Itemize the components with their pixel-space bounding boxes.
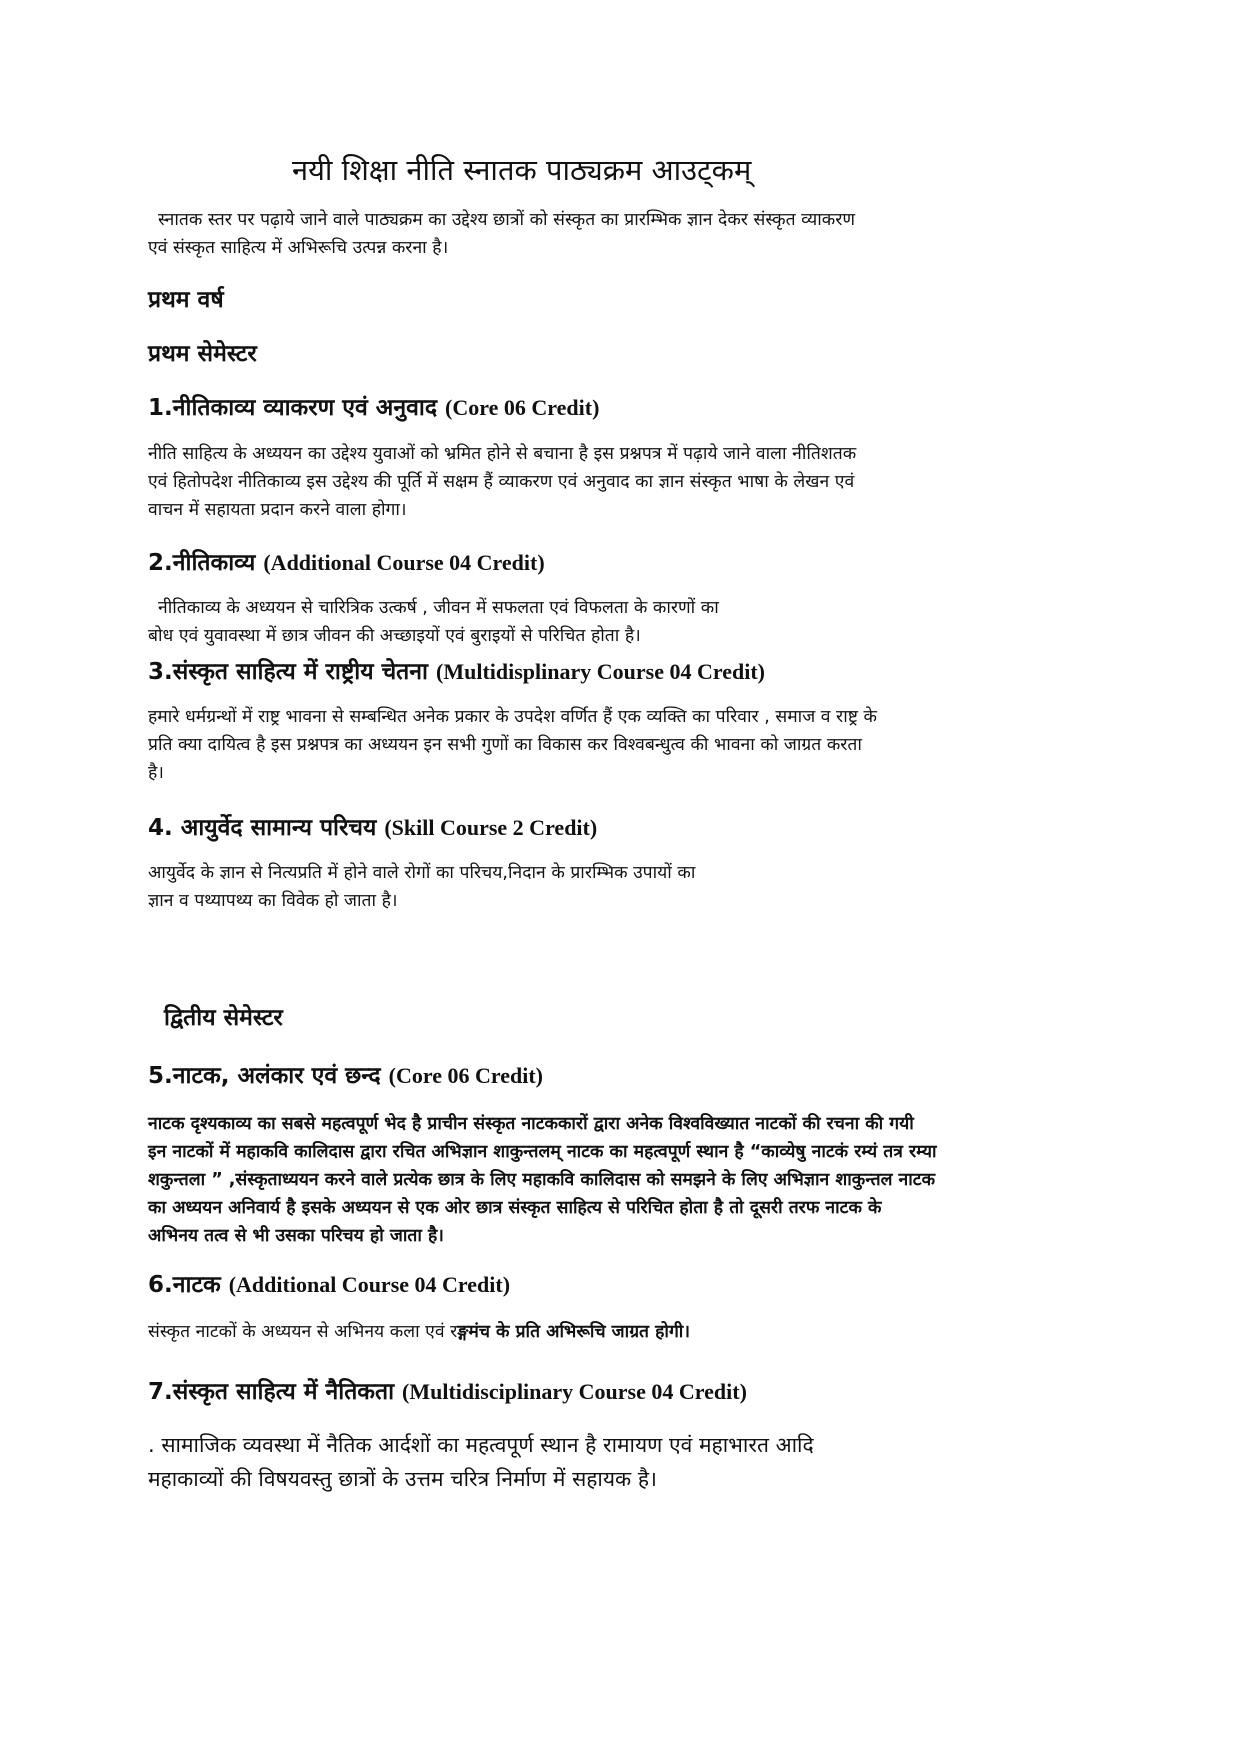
course-4-title: 4. आयुर्वेद सामान्य परिचय — [148, 815, 377, 841]
document-title: नयी शिक्षा नीति स्नातक पाठ्यक्रम आउट्कम् — [292, 153, 752, 187]
course-7-title: 7.संस्कृत साहित्य में नैतिकता — [148, 1379, 395, 1405]
course-4-description — [148, 859, 695, 915]
course-1-line: वाचन में सहायता प्रदान करने वाला होगा। — [148, 500, 407, 520]
course-1-line: एवं हितोपदेश नीतिकाव्य इस उद्देश्य की पूर्ति में सक्षम हैं व्याकरण एवं अनुवाद का ज्ञान संस्कृत भाषा के लेखन एवं — [148, 472, 855, 492]
course-4-heading — [148, 810, 597, 842]
intro-paragraph — [148, 206, 855, 262]
course-3-description — [148, 703, 877, 787]
course-5-description — [148, 1110, 937, 1250]
course-4-line: ज्ञान व पथ्यापथ्य का विवेक हो जाता है। — [148, 891, 398, 911]
course-6-title: 6.नाटक — [148, 1272, 221, 1298]
course-5-line: शकुन्तला ” ,संस्कृताध्ययन करने वाले प्रत्येक छात्र के लिए महाकवि कालिदास को समझने के लिए अभिज्ञान शाकुन्तल नाटक — [148, 1170, 936, 1190]
course-2-line: नीतिकाव्य के अध्ययन से चारित्रिक उत्कर्ष , जीवन में सफलता एवं विफलता के कारणों का — [158, 598, 719, 618]
course-3-line: है। — [148, 763, 164, 783]
course-5-heading — [148, 1058, 543, 1090]
course-5-title: 5.नाटक, अलंकार एवं छन्द — [148, 1063, 381, 1089]
intro-line: स्नातक स्तर पर पढ़ाये जाने वाले पाठ्यक्रम का उद्देश्य छात्रों को संस्कृत का प्रारम्भिक ज्ञान देकर संस्कृत व्याकरण — [158, 210, 856, 230]
course-1-line: नीति साहित्य के अध्ययन का उद्देश्य युवाओं को भ्रमित होने से बचाना है इस प्रश्नपत्र में पढ़ाये जाने वाला नीतिशतक — [148, 444, 857, 464]
course-7-credit: (Multidisciplinary Course 04 Credit) — [402, 1379, 747, 1404]
course-3-line: प्रति क्या दायित्व है इस प्रश्नपत्र का अध्ययन इन सभी गुणों का विकास कर विश्वबन्धुत्व की भावना को जाग्रत करता — [148, 735, 862, 755]
course-3-line: हमारे धर्मग्रन्थों में राष्ट्र भावना से सम्बन्धित अनेक प्रकार के उपदेश वर्णित हैं एक व्यक्ति का परिवार , समाज व राष्ट्र के — [148, 707, 877, 727]
course-1-heading — [148, 390, 599, 422]
course-5-line: अभिनय तत्व से भी उसका परिचय हो जाता है। — [148, 1226, 444, 1246]
course-2-title: 2.नीतिकाव्य — [148, 550, 256, 576]
course-7-description — [148, 1428, 814, 1496]
course-2-line: बोध एवं युवावस्था में छात्र जीवन की अच्छाइयों एवं बुराइयों से परिचित होता है। — [148, 626, 641, 646]
course-3-heading — [148, 654, 765, 686]
course-1-title: 1.नीतिकाव्य व्याकरण एवं अनुवाद — [148, 395, 438, 421]
course-6-description — [148, 1318, 690, 1346]
course-7-line: महाकाव्यों की विषयवस्तु छात्रों के उत्तम चरित्र निर्माण में सहायक है। — [148, 1467, 657, 1491]
course-1-credit: (Core 06 Credit) — [445, 395, 600, 420]
course-4-credit: (Skill Course 2 Credit) — [384, 815, 598, 840]
semester-1-heading: प्रथम सेमेस्टर — [148, 341, 257, 367]
course-2-credit: (Additional Course 04 Credit) — [263, 550, 545, 575]
course-1-description — [148, 440, 856, 524]
intro-line: एवं संस्कृत साहित्य में अभिरूचि उत्पन्न करना है। — [148, 238, 449, 258]
course-4-line: आयुर्वेद के ज्ञान से नित्यप्रति में होने वाले रोगों का परिचय,निदान के प्रारम्भिक उपायों का — [148, 863, 696, 883]
course-2-description — [148, 594, 719, 650]
course-6-credit: (Additional Course 04 Credit) — [228, 1272, 511, 1297]
course-5-line: का अध्ययन अनिवार्य है इसके अध्ययन से एक ओर छात्र संस्कृत साहित्य से परिचित होता है तो दूसरी तरफ नाटक के — [148, 1198, 882, 1218]
course-5-line: इन नाटकों में महाकवि कालिदास द्वारा रचित अभिज्ञान शाकुन्तलम् नाटक का महत्वपूर्ण स्थान है “काव्येषु नाटकं रम्यं तत्र रम्या — [148, 1142, 937, 1162]
course-5-line: नाटक दृश्यकाव्य का सबसे महत्वपूर्ण भेद है प्राचीन संस्कृत नाटककारों द्वारा अनेक विश्वविख्यात नाटकों की रचना की गयी — [148, 1114, 914, 1134]
course-6-text: संस्कृत नाटकों के अध्ययन से अभिनय कला एवं र — [148, 1322, 458, 1342]
year-heading: प्रथम वर्ष — [148, 287, 224, 313]
course-2-heading — [148, 545, 545, 577]
semester-2-heading: द्वितीय सेमेस्टर — [164, 1005, 283, 1031]
course-7-heading — [148, 1374, 747, 1406]
course-5-credit: (Core 06 Credit) — [388, 1063, 543, 1088]
course-6-text-bold: ङ्गमंच के प्रति अभिरूचि जाग्रत होगी। — [457, 1322, 690, 1342]
course-3-title: 3.संस्कृत साहित्य में राष्ट्रीय चेतना — [148, 659, 429, 685]
course-3-credit: (Multidisplinary Course 04 Credit) — [436, 659, 765, 684]
course-6-heading — [148, 1267, 510, 1299]
course-7-line: . सामाजिक व्यवस्था में नैतिक आर्दशों का महत्वपूर्ण स्थान है रामायण एवं महाभारत आदि — [148, 1433, 814, 1457]
